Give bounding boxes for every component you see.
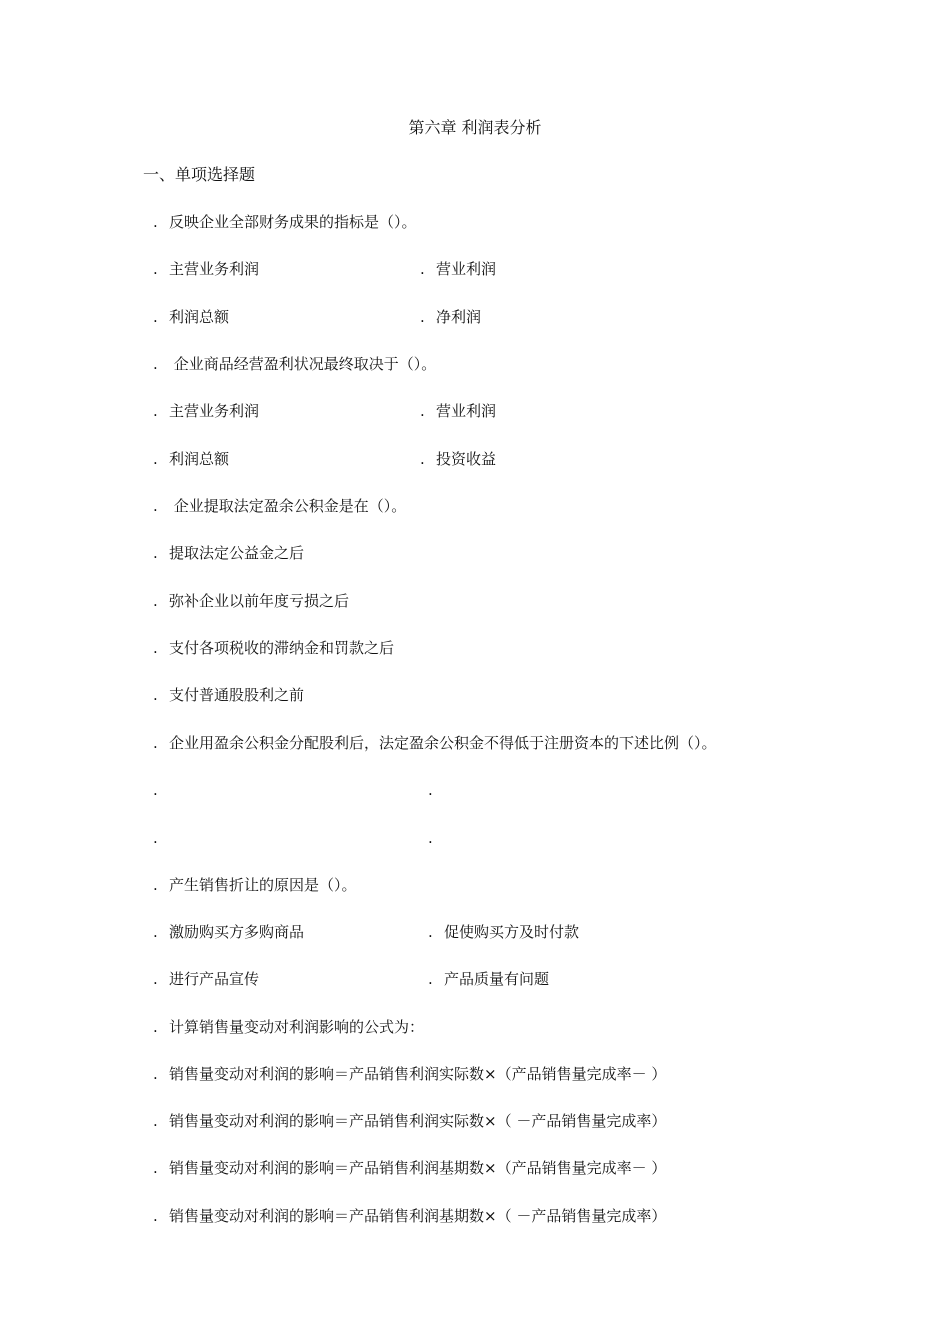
question-line xyxy=(153,874,357,896)
line-bullet: . xyxy=(153,686,158,704)
question-line xyxy=(153,306,229,328)
option-second-column xyxy=(420,400,496,422)
line-bullet: . xyxy=(420,450,425,468)
line-text: 营业利润 xyxy=(436,402,497,420)
line-bullet: . xyxy=(153,734,158,752)
line-text: 主营业务利润 xyxy=(169,260,260,278)
line-bullet: . xyxy=(153,781,158,799)
question-line xyxy=(153,968,259,990)
question-line xyxy=(153,495,406,517)
line-text: 销售量变动对利润的影响＝产品销售利润基期数×（产品销售量完成率－ ） xyxy=(169,1159,667,1177)
line-bullet: . xyxy=(428,829,433,847)
line-bullet: . xyxy=(153,260,158,278)
question-line xyxy=(153,1063,666,1085)
line-bullet: . xyxy=(428,781,433,799)
line-bullet: . xyxy=(153,592,158,610)
line-text: 利润总额 xyxy=(169,450,230,468)
option-second-column xyxy=(428,968,549,990)
line-text: 计算销售量变动对利润影响的公式为： xyxy=(169,1018,425,1036)
line-bullet: . xyxy=(420,308,425,326)
line-text: 主营业务利润 xyxy=(169,402,260,420)
option-second-column xyxy=(420,258,496,280)
question-line xyxy=(153,211,417,233)
line-text: 提取法定公益金之后 xyxy=(169,544,305,562)
line-text: 支付各项税收的滞纳金和罚款之后 xyxy=(169,639,395,657)
line-text: 销售量变动对利润的影响＝产品销售利润实际数×（ －产品销售量完成率） xyxy=(169,1112,667,1130)
line-bullet: . xyxy=(153,1159,158,1177)
line-bullet: . xyxy=(153,355,158,373)
line-text: 激励购买方多购商品 xyxy=(169,923,305,941)
line-bullet: . xyxy=(153,497,158,515)
line-text: 销售量变动对利润的影响＝产品销售利润实际数×（产品销售量完成率－ ） xyxy=(169,1065,667,1083)
line-text: 产生销售折让的原因是（）。 xyxy=(169,876,357,894)
line-bullet: . xyxy=(153,923,158,941)
question-line xyxy=(153,637,394,659)
line-bullet: . xyxy=(153,829,158,847)
line-text: 弥补企业以前年度亏损之后 xyxy=(169,592,350,610)
line-bullet: . xyxy=(153,639,158,657)
line-text: 利润总额 xyxy=(169,308,230,326)
question-line xyxy=(153,921,304,943)
question-line xyxy=(153,1157,666,1179)
option-second-column xyxy=(428,921,579,943)
question-line xyxy=(153,827,169,849)
option-second-column xyxy=(428,827,444,849)
question-line xyxy=(153,1110,666,1132)
chapter-title: 第六章 利润表分析 xyxy=(408,118,542,137)
question-line xyxy=(153,684,304,706)
line-bullet: . xyxy=(153,876,158,894)
question-line xyxy=(153,732,717,754)
question-line xyxy=(153,1205,666,1227)
line-bullet: . xyxy=(153,1018,158,1036)
question-line xyxy=(153,258,259,280)
line-bullet: . xyxy=(153,1207,158,1225)
question-line xyxy=(153,542,304,564)
line-text: 企业商品经营盈利状况最终取决于（）。 xyxy=(169,355,437,373)
line-text: 净利润 xyxy=(436,308,482,326)
question-line xyxy=(153,1016,424,1038)
line-bullet: . xyxy=(153,970,158,988)
line-bullet: . xyxy=(420,260,425,278)
option-second-column xyxy=(428,779,444,801)
question-line xyxy=(153,779,169,801)
line-text: 支付普通股股利之前 xyxy=(169,686,305,704)
line-bullet: . xyxy=(153,308,158,326)
option-second-column xyxy=(420,306,481,328)
line-text: 产品质量有问题 xyxy=(444,970,550,988)
line-bullet: . xyxy=(153,213,158,231)
line-bullet: . xyxy=(428,923,433,941)
line-bullet: . xyxy=(153,544,158,562)
line-bullet: . xyxy=(153,1112,158,1130)
section-heading: 一、单项选择题 xyxy=(143,165,256,184)
line-text: 投资收益 xyxy=(436,450,497,468)
line-bullet: . xyxy=(153,450,158,468)
line-text: 销售量变动对利润的影响＝产品销售利润基期数×（ －产品销售量完成率） xyxy=(169,1207,667,1225)
question-line xyxy=(153,448,229,470)
line-text: 反映企业全部财务成果的指标是（）。 xyxy=(169,213,417,231)
question-line xyxy=(153,353,436,375)
line-text: 企业用盈余公积金分配股利后，法定盈余公积金不得低于注册资本的下述比例（）。 xyxy=(169,734,717,752)
question-line xyxy=(153,400,259,422)
line-text: 进行产品宣传 xyxy=(169,970,260,988)
line-bullet: . xyxy=(428,970,433,988)
question-line xyxy=(153,590,349,612)
line-bullet: . xyxy=(420,402,425,420)
line-text: 企业提取法定盈余公积金是在（）。 xyxy=(169,497,407,515)
line-text: 促使购买方及时付款 xyxy=(444,923,580,941)
line-text: 营业利润 xyxy=(436,260,497,278)
line-bullet: . xyxy=(153,1065,158,1083)
line-bullet: . xyxy=(153,402,158,420)
option-second-column xyxy=(420,448,496,470)
